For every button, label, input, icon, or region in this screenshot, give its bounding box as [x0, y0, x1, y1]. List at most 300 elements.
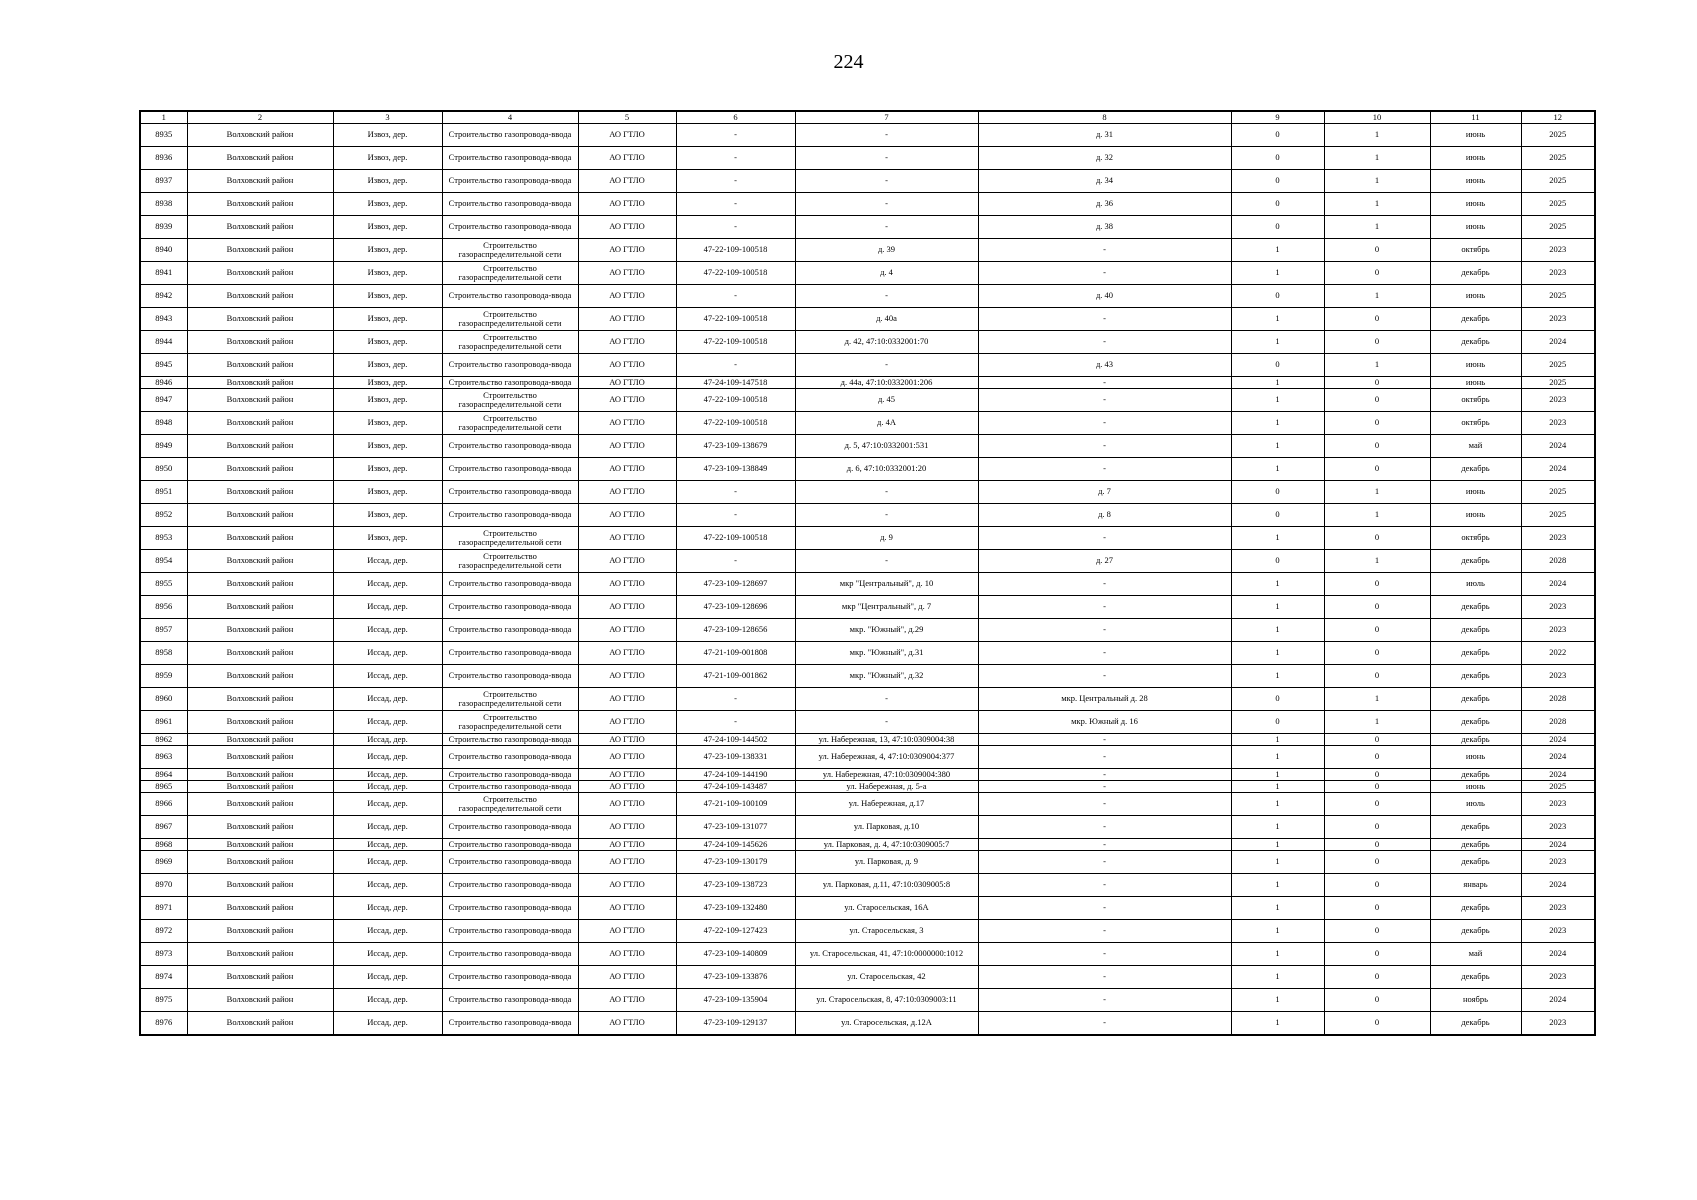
cell-permit-number: - — [676, 216, 795, 239]
cell-settlement: Иссад, дер. — [333, 851, 442, 874]
cell-month: декабрь — [1430, 665, 1521, 688]
cell-count-a: 1 — [1231, 920, 1324, 943]
cell-district: Волховский район — [187, 285, 333, 308]
cell-address: ул. Старосельская, 8, 47:10:0309003:11 — [795, 989, 978, 1012]
cell-year: 2023 — [1521, 966, 1595, 989]
cell-address-alt: - — [978, 331, 1231, 354]
cell-operator: АО ГТЛО — [578, 377, 676, 389]
cell-permit-number: - — [676, 550, 795, 573]
cell-count-a: 1 — [1231, 781, 1324, 793]
cell-count-a: 0 — [1231, 711, 1324, 734]
table-row — [140, 504, 1595, 527]
cell-district: Волховский район — [187, 688, 333, 711]
cell-work-type: Строительство газораспределительной сети — [442, 262, 578, 285]
cell-permit-number: - — [676, 170, 795, 193]
table-row — [140, 943, 1595, 966]
cell-settlement: Иссад, дер. — [333, 897, 442, 920]
cell-row-number: 8956 — [140, 596, 187, 619]
cell-address: - — [795, 285, 978, 308]
cell-district: Волховский район — [187, 642, 333, 665]
cell-count-a: 1 — [1231, 239, 1324, 262]
data-table — [139, 110, 1596, 1036]
cell-month: июнь — [1430, 285, 1521, 308]
cell-count-b: 0 — [1324, 943, 1430, 966]
cell-month: июнь — [1430, 781, 1521, 793]
cell-permit-number: 47-24-109-147518 — [676, 377, 795, 389]
cell-district: Волховский район — [187, 734, 333, 746]
cell-count-b: 0 — [1324, 573, 1430, 596]
cell-count-a: 1 — [1231, 793, 1324, 816]
cell-address-alt: - — [978, 642, 1231, 665]
cell-permit-number: 47-23-109-140809 — [676, 943, 795, 966]
cell-work-type: Строительство газораспределительной сети — [442, 793, 578, 816]
cell-address: д. 39 — [795, 239, 978, 262]
cell-address: мкр "Центральный", д. 7 — [795, 596, 978, 619]
cell-address: мкр. "Южный", д.29 — [795, 619, 978, 642]
cell-district: Волховский район — [187, 769, 333, 781]
cell-settlement: Иссад, дер. — [333, 943, 442, 966]
cell-address: д. 6, 47:10:0332001:20 — [795, 458, 978, 481]
column-header: 3 — [333, 111, 442, 124]
cell-permit-number: 47-21-109-100109 — [676, 793, 795, 816]
cell-address-alt: - — [978, 527, 1231, 550]
cell-month: июнь — [1430, 124, 1521, 147]
table-row — [140, 746, 1595, 769]
cell-district: Волховский район — [187, 216, 333, 239]
cell-address: ул. Парковая, д. 9 — [795, 851, 978, 874]
cell-settlement: Извоз, дер. — [333, 458, 442, 481]
cell-row-number: 8938 — [140, 193, 187, 216]
cell-month: июнь — [1430, 170, 1521, 193]
cell-address: ул. Старосельская, 3 — [795, 920, 978, 943]
cell-operator: АО ГТЛО — [578, 665, 676, 688]
cell-work-type: Строительство газопровода-ввода — [442, 573, 578, 596]
cell-district: Волховский район — [187, 943, 333, 966]
cell-month: июнь — [1430, 193, 1521, 216]
cell-district: Волховский район — [187, 920, 333, 943]
cell-operator: АО ГТЛО — [578, 504, 676, 527]
cell-district: Волховский район — [187, 550, 333, 573]
cell-address-alt: д. 38 — [978, 216, 1231, 239]
cell-month: декабрь — [1430, 619, 1521, 642]
cell-address: - — [795, 216, 978, 239]
cell-settlement: Извоз, дер. — [333, 504, 442, 527]
cell-district: Волховский район — [187, 412, 333, 435]
cell-address-alt: - — [978, 897, 1231, 920]
cell-work-type: Строительство газопровода-ввода — [442, 504, 578, 527]
cell-year: 2023 — [1521, 389, 1595, 412]
cell-district: Волховский район — [187, 793, 333, 816]
page-number: 224 — [833, 51, 864, 73]
cell-permit-number: - — [676, 193, 795, 216]
cell-count-b: 0 — [1324, 527, 1430, 550]
cell-permit-number: - — [676, 354, 795, 377]
cell-settlement: Иссад, дер. — [333, 839, 442, 851]
cell-count-b: 0 — [1324, 458, 1430, 481]
table-row — [140, 550, 1595, 573]
cell-month: декабрь — [1430, 596, 1521, 619]
cell-district: Волховский район — [187, 239, 333, 262]
cell-count-a: 0 — [1231, 193, 1324, 216]
cell-year: 2024 — [1521, 839, 1595, 851]
cell-month: июль — [1430, 793, 1521, 816]
cell-row-number: 8940 — [140, 239, 187, 262]
cell-address-alt: - — [978, 262, 1231, 285]
cell-district: Волховский район — [187, 619, 333, 642]
table-row — [140, 839, 1595, 851]
cell-address: мкр. "Южный", д.31 — [795, 642, 978, 665]
cell-count-a: 1 — [1231, 769, 1324, 781]
cell-district: Волховский район — [187, 458, 333, 481]
cell-permit-number: 47-21-109-001862 — [676, 665, 795, 688]
cell-district: Волховский район — [187, 711, 333, 734]
cell-address-alt: - — [978, 943, 1231, 966]
cell-work-type: Строительство газопровода-ввода — [442, 458, 578, 481]
cell-district: Волховский район — [187, 308, 333, 331]
cell-address-alt: - — [978, 389, 1231, 412]
cell-row-number: 8963 — [140, 746, 187, 769]
cell-operator: АО ГТЛО — [578, 527, 676, 550]
cell-operator: АО ГТЛО — [578, 619, 676, 642]
table-row — [140, 481, 1595, 504]
cell-address: д. 44а, 47:10:0332001:206 — [795, 377, 978, 389]
cell-operator: АО ГТЛО — [578, 239, 676, 262]
cell-count-b: 0 — [1324, 734, 1430, 746]
cell-work-type: Строительство газораспределительной сети — [442, 389, 578, 412]
cell-work-type: Строительство газораспределительной сети — [442, 550, 578, 573]
table-row — [140, 377, 1595, 389]
column-header: 7 — [795, 111, 978, 124]
table-row — [140, 573, 1595, 596]
cell-year: 2023 — [1521, 665, 1595, 688]
cell-district: Волховский район — [187, 874, 333, 897]
cell-year: 2025 — [1521, 170, 1595, 193]
cell-work-type: Строительство газопровода-ввода — [442, 874, 578, 897]
cell-work-type: Строительство газопровода-ввода — [442, 746, 578, 769]
cell-month: июнь — [1430, 481, 1521, 504]
cell-address-alt: - — [978, 839, 1231, 851]
cell-address-alt: - — [978, 239, 1231, 262]
cell-address: ул. Парковая, д.10 — [795, 816, 978, 839]
cell-settlement: Иссад, дер. — [333, 550, 442, 573]
cell-count-b: 0 — [1324, 793, 1430, 816]
cell-operator: АО ГТЛО — [578, 124, 676, 147]
cell-permit-number: 47-23-109-138679 — [676, 435, 795, 458]
cell-operator: АО ГТЛО — [578, 596, 676, 619]
cell-settlement: Извоз, дер. — [333, 216, 442, 239]
cell-address: ул. Парковая, д.11, 47:10:0309005:8 — [795, 874, 978, 897]
cell-settlement: Иссад, дер. — [333, 642, 442, 665]
cell-operator: АО ГТЛО — [578, 839, 676, 851]
cell-permit-number: 47-24-109-143487 — [676, 781, 795, 793]
cell-district: Волховский район — [187, 354, 333, 377]
cell-address: д. 9 — [795, 527, 978, 550]
cell-row-number: 8967 — [140, 816, 187, 839]
cell-month: декабрь — [1430, 711, 1521, 734]
cell-operator: АО ГТЛО — [578, 308, 676, 331]
cell-settlement: Иссад, дер. — [333, 573, 442, 596]
table-row — [140, 308, 1595, 331]
cell-year: 2022 — [1521, 642, 1595, 665]
cell-month: ноябрь — [1430, 989, 1521, 1012]
cell-count-a: 1 — [1231, 839, 1324, 851]
cell-year: 2028 — [1521, 688, 1595, 711]
cell-year: 2023 — [1521, 239, 1595, 262]
cell-district: Волховский район — [187, 124, 333, 147]
cell-address-alt: - — [978, 665, 1231, 688]
cell-operator: АО ГТЛО — [578, 816, 676, 839]
cell-permit-number: 47-23-109-128656 — [676, 619, 795, 642]
cell-work-type: Строительство газопровода-ввода — [442, 354, 578, 377]
cell-address-alt: - — [978, 619, 1231, 642]
table-row — [140, 1012, 1595, 1036]
cell-count-a: 1 — [1231, 966, 1324, 989]
cell-settlement: Иссад, дер. — [333, 665, 442, 688]
cell-settlement: Иссад, дер. — [333, 769, 442, 781]
cell-address-alt: - — [978, 435, 1231, 458]
cell-permit-number: - — [676, 711, 795, 734]
column-header: 1 — [140, 111, 187, 124]
cell-row-number: 8970 — [140, 874, 187, 897]
cell-work-type: Строительство газопровода-ввода — [442, 781, 578, 793]
table-row — [140, 331, 1595, 354]
cell-address-alt: - — [978, 793, 1231, 816]
cell-address: - — [795, 124, 978, 147]
cell-row-number: 8975 — [140, 989, 187, 1012]
cell-count-b: 0 — [1324, 874, 1430, 897]
cell-count-a: 0 — [1231, 147, 1324, 170]
cell-address: - — [795, 504, 978, 527]
cell-work-type: Строительство газопровода-ввода — [442, 966, 578, 989]
cell-month: декабрь — [1430, 851, 1521, 874]
cell-count-a: 0 — [1231, 170, 1324, 193]
cell-work-type: Строительство газопровода-ввода — [442, 1012, 578, 1036]
cell-row-number: 8964 — [140, 769, 187, 781]
cell-operator: АО ГТЛО — [578, 746, 676, 769]
cell-count-b: 1 — [1324, 170, 1430, 193]
cell-count-b: 0 — [1324, 331, 1430, 354]
cell-month: декабрь — [1430, 642, 1521, 665]
cell-year: 2025 — [1521, 354, 1595, 377]
table-row — [140, 874, 1595, 897]
cell-settlement: Иссад, дер. — [333, 619, 442, 642]
cell-district: Волховский район — [187, 481, 333, 504]
cell-address-alt: д. 43 — [978, 354, 1231, 377]
cell-month: июнь — [1430, 746, 1521, 769]
cell-count-b: 1 — [1324, 711, 1430, 734]
cell-address-alt: д. 8 — [978, 504, 1231, 527]
cell-permit-number: 47-22-109-100518 — [676, 389, 795, 412]
cell-year: 2024 — [1521, 943, 1595, 966]
cell-work-type: Строительство газопровода-ввода — [442, 642, 578, 665]
cell-row-number: 8945 — [140, 354, 187, 377]
cell-address-alt: д. 32 — [978, 147, 1231, 170]
cell-permit-number: 47-23-109-130179 — [676, 851, 795, 874]
table-row — [140, 816, 1595, 839]
cell-count-b: 0 — [1324, 781, 1430, 793]
cell-address: мкр. "Южный", д.32 — [795, 665, 978, 688]
table-row — [140, 458, 1595, 481]
cell-month: декабрь — [1430, 550, 1521, 573]
cell-operator: АО ГТЛО — [578, 458, 676, 481]
table-row — [140, 216, 1595, 239]
table-row — [140, 781, 1595, 793]
cell-row-number: 8962 — [140, 734, 187, 746]
cell-month: июль — [1430, 573, 1521, 596]
cell-permit-number: 47-24-109-144502 — [676, 734, 795, 746]
cell-count-a: 0 — [1231, 124, 1324, 147]
cell-permit-number: 47-22-109-100518 — [676, 412, 795, 435]
cell-row-number: 8974 — [140, 966, 187, 989]
cell-operator: АО ГТЛО — [578, 193, 676, 216]
cell-settlement: Извоз, дер. — [333, 193, 442, 216]
cell-year: 2023 — [1521, 793, 1595, 816]
cell-address: ул. Старосельская, 42 — [795, 966, 978, 989]
cell-month: декабрь — [1430, 839, 1521, 851]
cell-operator: АО ГТЛО — [578, 851, 676, 874]
column-header: 4 — [442, 111, 578, 124]
cell-operator: АО ГТЛО — [578, 1012, 676, 1036]
cell-work-type: Строительство газораспределительной сети — [442, 308, 578, 331]
cell-month: декабрь — [1430, 966, 1521, 989]
cell-address-alt: - — [978, 966, 1231, 989]
cell-address-alt: д. 27 — [978, 550, 1231, 573]
table-row — [140, 170, 1595, 193]
table-row — [140, 239, 1595, 262]
cell-row-number: 8937 — [140, 170, 187, 193]
cell-permit-number: 47-23-109-135904 — [676, 989, 795, 1012]
cell-count-a: 1 — [1231, 874, 1324, 897]
column-header: 6 — [676, 111, 795, 124]
table-row — [140, 619, 1595, 642]
cell-count-b: 0 — [1324, 239, 1430, 262]
cell-month: декабрь — [1430, 769, 1521, 781]
cell-count-b: 1 — [1324, 285, 1430, 308]
cell-year: 2025 — [1521, 285, 1595, 308]
cell-settlement: Иссад, дер. — [333, 688, 442, 711]
cell-count-a: 0 — [1231, 550, 1324, 573]
cell-row-number: 8952 — [140, 504, 187, 527]
cell-address: д. 40а — [795, 308, 978, 331]
cell-count-b: 0 — [1324, 839, 1430, 851]
cell-count-a: 1 — [1231, 816, 1324, 839]
cell-permit-number: 47-23-109-138331 — [676, 746, 795, 769]
cell-count-a: 1 — [1231, 746, 1324, 769]
cell-settlement: Извоз, дер. — [333, 170, 442, 193]
cell-row-number: 8960 — [140, 688, 187, 711]
cell-work-type: Строительство газопровода-ввода — [442, 285, 578, 308]
cell-settlement: Извоз, дер. — [333, 124, 442, 147]
cell-year: 2024 — [1521, 989, 1595, 1012]
cell-address-alt: - — [978, 412, 1231, 435]
cell-count-b: 0 — [1324, 966, 1430, 989]
cell-year: 2024 — [1521, 874, 1595, 897]
cell-count-a: 0 — [1231, 285, 1324, 308]
cell-count-b: 1 — [1324, 504, 1430, 527]
cell-permit-number: 47-22-109-100518 — [676, 239, 795, 262]
cell-count-b: 1 — [1324, 550, 1430, 573]
cell-work-type: Строительство газораспределительной сети — [442, 711, 578, 734]
cell-count-b: 0 — [1324, 746, 1430, 769]
table-row — [140, 124, 1595, 147]
cell-address: - — [795, 354, 978, 377]
cell-count-a: 1 — [1231, 989, 1324, 1012]
cell-address: д. 4 — [795, 262, 978, 285]
cell-permit-number: 47-23-109-128697 — [676, 573, 795, 596]
cell-operator: АО ГТЛО — [578, 550, 676, 573]
cell-address: - — [795, 481, 978, 504]
cell-count-a: 1 — [1231, 851, 1324, 874]
cell-work-type: Строительство газопровода-ввода — [442, 377, 578, 389]
cell-district: Волховский район — [187, 170, 333, 193]
cell-address-alt: д. 31 — [978, 124, 1231, 147]
cell-year: 2025 — [1521, 216, 1595, 239]
cell-year: 2023 — [1521, 619, 1595, 642]
cell-work-type: Строительство газопровода-ввода — [442, 769, 578, 781]
cell-work-type: Строительство газораспределительной сети — [442, 527, 578, 550]
cell-operator: АО ГТЛО — [578, 147, 676, 170]
cell-address-alt: - — [978, 308, 1231, 331]
cell-operator: АО ГТЛО — [578, 966, 676, 989]
cell-month: май — [1430, 943, 1521, 966]
cell-month: декабрь — [1430, 897, 1521, 920]
cell-settlement: Иссад, дер. — [333, 734, 442, 746]
cell-count-b: 0 — [1324, 412, 1430, 435]
cell-count-a: 1 — [1231, 897, 1324, 920]
cell-count-b: 0 — [1324, 642, 1430, 665]
cell-work-type: Строительство газопровода-ввода — [442, 943, 578, 966]
cell-work-type: Строительство газопровода-ввода — [442, 816, 578, 839]
cell-count-b: 1 — [1324, 147, 1430, 170]
cell-work-type: Строительство газопровода-ввода — [442, 170, 578, 193]
cell-count-b: 0 — [1324, 897, 1430, 920]
cell-row-number: 8976 — [140, 1012, 187, 1036]
table-row — [140, 920, 1595, 943]
cell-count-a: 1 — [1231, 1012, 1324, 1036]
cell-address-alt: - — [978, 769, 1231, 781]
cell-settlement: Извоз, дер. — [333, 389, 442, 412]
cell-district: Волховский район — [187, 781, 333, 793]
cell-work-type: Строительство газопровода-ввода — [442, 216, 578, 239]
cell-district: Волховский район — [187, 193, 333, 216]
cell-row-number: 8939 — [140, 216, 187, 239]
cell-year: 2024 — [1521, 573, 1595, 596]
table-row — [140, 769, 1595, 781]
cell-year: 2024 — [1521, 734, 1595, 746]
table-row — [140, 435, 1595, 458]
cell-district: Волховский район — [187, 1012, 333, 1036]
cell-address-alt: мкр. Центральный д. 28 — [978, 688, 1231, 711]
cell-month: декабрь — [1430, 816, 1521, 839]
table-row — [140, 596, 1595, 619]
table-row — [140, 285, 1595, 308]
cell-month: июнь — [1430, 377, 1521, 389]
cell-year: 2023 — [1521, 897, 1595, 920]
cell-address-alt: - — [978, 573, 1231, 596]
cell-count-b: 0 — [1324, 389, 1430, 412]
cell-row-number: 8959 — [140, 665, 187, 688]
cell-count-b: 0 — [1324, 308, 1430, 331]
cell-row-number: 8961 — [140, 711, 187, 734]
cell-permit-number: 47-24-109-145626 — [676, 839, 795, 851]
cell-year: 2024 — [1521, 331, 1595, 354]
table-row — [140, 642, 1595, 665]
table-row — [140, 665, 1595, 688]
cell-settlement: Извоз, дер. — [333, 412, 442, 435]
cell-permit-number: - — [676, 504, 795, 527]
cell-year: 2025 — [1521, 193, 1595, 216]
cell-count-b: 0 — [1324, 619, 1430, 642]
